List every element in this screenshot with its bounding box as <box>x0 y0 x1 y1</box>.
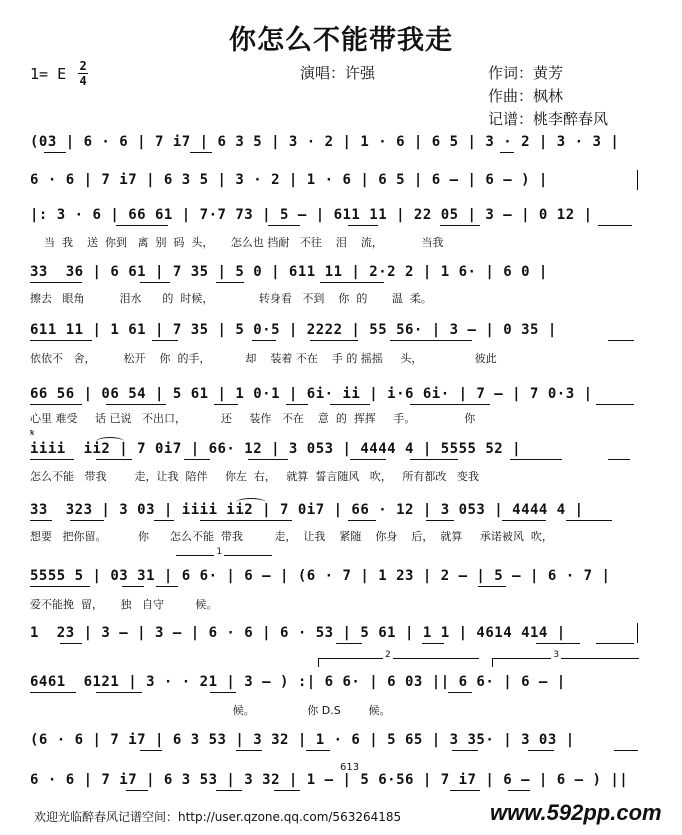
score-line-7: iiii ii2 | 7 0i7 | 66· 12 | 3 053 | 4444 4 | 5555 52 | <box>30 441 522 457</box>
barline-end-10 <box>637 623 638 643</box>
score-line-4: 33 36 | 6 61 | 7 35 | 5 0 | 611 11 | 2·2 2 | 1 6· | 6 0 | <box>30 264 548 280</box>
underline-5 <box>30 340 650 342</box>
underline-8 <box>30 520 650 522</box>
lyric-line-6: 心里 难受 话 已说 不出口， 还 装作 不在 意 的 挥挥 手。 你 <box>30 412 476 425</box>
song-title: 你怎么不能带我走 <box>229 25 453 56</box>
score-line-1: (03 | 6 · 6 | 7 i7 | 6 3 5 | 3 · 2 | 1 · 6 | 6 5 | 3 · 2 | 3 · 3 | <box>30 134 620 150</box>
footer-text: 欢迎光临醉春风记谱空间：http://user.qzone.qq.com/563264185 <box>34 810 402 824</box>
score-line-9: 5555 5 | 03 31 | 6 6· | 6 – | (6 · 7 | 1 23 | 2 – | 5 – | 6 · 7 | <box>30 568 611 584</box>
lyric-line-9: 爱不能挽 留， 独 自守 候。 <box>30 598 218 611</box>
lyric-line-11: 候。 你 D.S 候。 <box>30 704 391 717</box>
key-label: 1= E <box>30 64 67 83</box>
underline-3 <box>30 225 650 227</box>
lyric-line-7: 怎么不能 带我 走，让我 陪伴 你左 右， 就算 誓言随风 吹， 所有都改 变我 <box>30 470 479 483</box>
underline-10 <box>30 643 650 645</box>
credits <box>488 62 608 131</box>
volta-3 <box>492 650 639 667</box>
score-line-13: 6 · 6 | 7 i7 | 6 3 53 | 3 32 | 1 – | 5 6·56 | 7 i7 | 6 – | 6 – ) || <box>30 772 629 788</box>
underline-13 <box>30 790 650 792</box>
volta-3-label: 3 <box>553 650 560 660</box>
score-line-12: (6 · 6 | 7 i7 | 6 3 53 | 3 32 | 1 · 6 | 5 65 | 3 35· | 3 03 | <box>30 732 575 748</box>
grace-note: 613 <box>340 762 360 773</box>
score-line-2: 6 · 6 | 7 i7 | 6 3 5 | 3 · 2 | 1 · 6 | 6 5 | 6 – | 6 – ) | <box>30 172 548 188</box>
underline-1 <box>30 152 650 154</box>
lyricist: 作词：黄芳 <box>488 64 564 82</box>
underline-9 <box>30 586 650 588</box>
slur-7 <box>96 437 124 446</box>
barline-end-2 <box>637 170 638 190</box>
score-line-3: |: 3 · 6 | 66 61 | 7·7 73 | 5 – | 611 11 | 22 05 | 3 – | 0 12 | <box>30 207 593 223</box>
score-line-6: 66 56 | 06 54 | 5 61 | 1 0·1 | 6i· ii | i·6 6i· | 7 – | 7 0·3 | <box>30 386 593 402</box>
underline-7 <box>30 459 650 461</box>
composer: 作曲：枫林 <box>488 87 564 105</box>
volta-1-label: 1 <box>216 547 223 557</box>
lyric-line-4: 擦去 眼角 泪水 的 时候， 转身看 不到 你 的 温 柔。 <box>30 292 432 305</box>
tie-line-9 <box>176 547 272 564</box>
time-denominator: 4 <box>79 74 87 88</box>
time-signature <box>78 60 88 87</box>
underline-11 <box>30 692 650 694</box>
performer: 演唱：许强 <box>300 64 376 82</box>
key-signature <box>30 60 88 87</box>
underline-12 <box>30 750 650 752</box>
lyric-line-8: 想要 把你留。 你 怎么不能 带我 走， 让我 紧随 你身 后， 就算 承诺被风 吹， <box>30 530 553 543</box>
score-line-11: 6461 6121 | 3 · · 21 | 3 – ) :| 6 6· | 6 03 || 6 6· | 6 – | <box>30 674 566 690</box>
score-line-5: 611 11 | 1 61 | 7 35 | 5 0·5 | 2222 | 55 56· | 3 – | 0 35 | <box>30 322 557 338</box>
site-watermark: www.592pp.com <box>490 800 662 825</box>
score-line-10: 1 23 | 3 – | 3 – | 6 · 6 | 6 · 53 | 5 61 | 1 1 | 4614 414 | <box>30 625 566 641</box>
segno-mark: 𝄋 <box>30 428 35 439</box>
volta-2 <box>318 650 479 667</box>
transcriber: 记谱：桃李醉春风 <box>488 110 609 128</box>
lyric-line-5: 依依不 舍， 松开 你 的手， 却 装着 不在 手 的 摇摇 头， 彼此 <box>30 352 497 365</box>
underline-6 <box>30 404 650 406</box>
score-line-8: 33 323 | 3 03 | iiii ii2 | 7 0i7 | 66 · 12 | 3 053 | 4444 4 | <box>30 502 584 518</box>
volta-2-label: 2 <box>385 650 391 660</box>
underline-4 <box>30 282 650 284</box>
time-numerator: 2 <box>79 59 87 73</box>
lyric-line-3: 当 我 送 你到 离 别 码 头， 怎么也 挡耐 不往 泪 流， 当我 <box>30 236 444 249</box>
slur-8 <box>236 498 266 507</box>
